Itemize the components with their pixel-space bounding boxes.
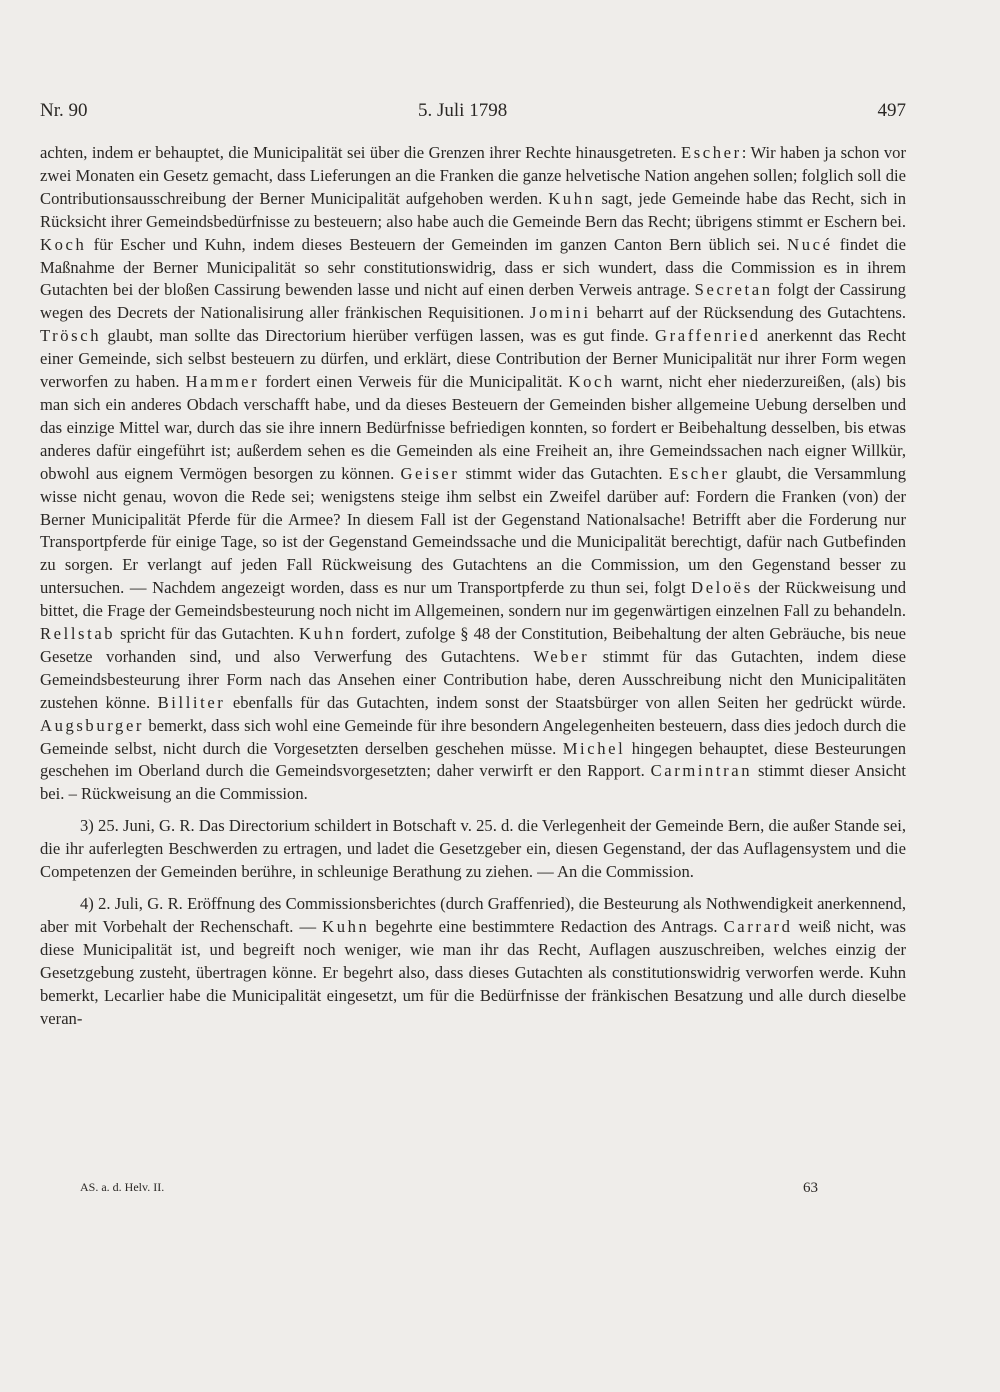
text-run: weiß nicht, was diese Municipalität ist, und begreift noch weniger, wie man ihr das Recht, Auflagen auszuschreiben, welches einzig der Gesetzgebung zusteht, übertragen könne. Er begehrt also, dass dieses Gutachten als constitutionswidrig verworfen werde. Kuhn bemerkt, Lecarlier habe die Municipalität eingesetzt, um für die Bedürfnisse der fränkischen Besatzung und alle durch dieselbe veran- bbox=[40, 916, 906, 1028]
text-run: stimmt dieser Ansicht bei. – Rückweisung an die Commission. bbox=[40, 761, 907, 804]
speaker-name: Carrard bbox=[723, 916, 793, 936]
speaker-name: Nucé bbox=[787, 234, 833, 254]
footer-signature: AS. a. d. Helv. II. bbox=[80, 1180, 165, 1194]
text-run: findet die Maßnahme der Berner Municipalität so sehr constitutionswidrig, dass er sich wundert, dass die Commission es in ihrem Gutachten bei der bloßen Cassirung bewenden lasse und nicht auf einen derben Verweis antrage. bbox=[40, 234, 906, 300]
speaker-name: Carmintran bbox=[650, 761, 753, 781]
document-date: 5. Juli 1798 bbox=[418, 100, 508, 121]
text-run: warnt, nicht eher niederzureißen, (als) bis man sich ein anderes Obdach verschafft habe, und da dieses Besteuern der Gemeinden bisher allgemeine Uebung derselben und das einzige Mittel war, durch das sie ihre innern Bedürfnisse befriedigen konnten, so fordert er Beibehaltung desselben, bis etwas anderes dafür eingeführt ist; außerdem sehen es die Gemeinden als eine Freiheit an, ihre Gemeindssachen nach eigner Willkür, obwohl aus eignem Vermögen besorgen zu können. bbox=[40, 372, 906, 483]
speaker-name: Michel bbox=[562, 738, 626, 758]
speaker-name: Geiser bbox=[400, 463, 460, 483]
speaker-name: Escher bbox=[681, 143, 742, 162]
speaker-name: Augsburger bbox=[40, 715, 145, 735]
text-run: glaubt, man sollte das Directorium hierüber verfügen lassen, was es gut finde. bbox=[101, 326, 656, 346]
text-run: stimmt wider das Gutachten. bbox=[459, 463, 669, 483]
text-run: spricht für das Gutachten. bbox=[115, 624, 300, 644]
text-run: ebenfalls für das Gutachten, indem sonst der Staatsbürger von allen Seiten her gedrückt würde. bbox=[225, 692, 906, 712]
speaker-name: Kuhn bbox=[548, 188, 596, 208]
text-run: bemerkt, dass sich wohl eine Gemeinde für ihre besondern Angelegenheiten besteuern, dass dies jedoch durch die Gemeinde selbst, nicht durch die Vorgesetzten derselben geschehen müsse. bbox=[40, 715, 906, 758]
speaker-name: Koch bbox=[40, 234, 87, 254]
speaker-name: Kuhn bbox=[322, 916, 370, 936]
text-run: hingegen behauptet, diese Besteurungen geschehen im Oberland durch die Gemeindsvorgesetzten; daher verwirft er den Rapport. bbox=[40, 738, 906, 781]
speaker-name: Secretan bbox=[694, 280, 773, 300]
text-run: folgt der Cassirung wegen des Decrets der Nationalisirung aller fränkischen Requisitionen. bbox=[40, 280, 906, 323]
speaker-name: Escher bbox=[668, 463, 730, 483]
page-header bbox=[40, 100, 906, 130]
text-run: achten, indem er behauptet, die Municipalität sei über die Grenzen ihrer Rechte hinausgetreten. bbox=[40, 143, 681, 162]
speaker-name: Weber bbox=[533, 646, 590, 666]
paragraph bbox=[40, 142, 906, 806]
paragraph bbox=[40, 893, 906, 1030]
text-run: anerkennt das Recht einer Gemeinde, sich selbst besteuern zu dürfen, und erklärt, diese Contribution der Berner Municipalität nur ihrer Form wegen verworfen zu haben. bbox=[40, 326, 906, 392]
speaker-name: Trösch bbox=[40, 326, 102, 346]
document-number: Nr. 90 bbox=[40, 100, 88, 121]
speaker-name: Kuhn bbox=[299, 624, 347, 644]
text-run: fordert, zufolge § 48 der Constitution, Beibehaltung der alten Gebräuche, bis neue Gesetze vorhanden sind, und also Verwerfung des Gutachtens. bbox=[40, 624, 906, 666]
text-run: 4) 2. Juli, G. R. Eröffnung des Commissionsberichtes (durch Graffenried), die Besteurung als Nothwendigkeit anerkennend, aber mit Vorbehalt der Rechenschaft. — bbox=[40, 894, 906, 936]
text-run: fordert einen Verweis für die Municipalität. bbox=[259, 372, 569, 392]
page-number: 497 bbox=[877, 100, 906, 121]
speaker-name: Hammer bbox=[185, 372, 260, 392]
speaker-name: Rellstab bbox=[40, 624, 116, 644]
speaker-name: Jomini bbox=[529, 303, 591, 323]
text-run: : Wir haben ja schon vor zwei Monaten ein Gesetz gemacht, dass Lieferungen an die Franken die ganze helvetische Nation angehen sollen; folglich soll die Contributionsausschreibung der Berner Municipalität aufgehoben werden. bbox=[40, 143, 906, 208]
text-run: beharrt auf der Rücksendung des Gutachtens. bbox=[590, 303, 906, 323]
text-run: sagt, jede Gemeinde habe das Recht, sich in Rücksicht ihrer Gemeindsbedürfnisse zu besteuern; also habe auch die Gemeinde Bern das Recht; übrigens stimmt er Eschern bei. bbox=[40, 188, 906, 231]
text-run: glaubt, die Versammlung wisse nicht genau, wovon die Rede sei; wenigstens steige ihm selbst ein Zweifel darüber auf: Fordern die Franken (von) der Berner Municipalität Pferde für die Armee? In diesem Fall ist der Gegenstand Nationalsache! Betrifft aber die Forderung nur Transportpferde für einige Tage, so ist der Gegenstand Gemeindssache und die Municipalität berechtigt, dafür nach Gutbefinden zu sorgen. Er verlangt auf jeden Fall Rückweisung des Gutachtens an die Commission, um den Gegenstand besser zu untersuchen. — Nachdem angezeigt worden, dass es nur um Transportpferde zu thun sei, folgt bbox=[40, 463, 906, 598]
page-footer bbox=[40, 1180, 906, 1200]
text-run: für Escher und Kuhn, indem dieses Besteuern der Gemeinden im ganzen Canton Bern üblich sei. bbox=[86, 234, 788, 254]
body-text bbox=[40, 142, 906, 1030]
speaker-name: Graffenried bbox=[655, 326, 761, 346]
speaker-name: Billiter bbox=[157, 692, 226, 712]
text-run: 3) 25. Juni, G. R. Das Directorium schildert in Botschaft v. 25. d. die Verlegenheit der Gemeinde Bern, die außer Stande sei, die ihr auferlegten Beschwerden zu ertragen, und ladet die Gesetzgeber ein, diesen Gegenstand, der das Auflagensystem und die Competenzen der Gemeinden berühre, in schleunige Berathung zu ziehen. — An die Commission. bbox=[40, 816, 906, 882]
sheet-number: 63 bbox=[803, 1180, 818, 1196]
text-run: stimmt für das Gutachten, indem diese Gemeindsbesteurung ihrer Form nach das Ansehen einer Contribution habe, deren Ausschreibung nicht den Municipalitäten zustehen könne. bbox=[40, 646, 907, 712]
paragraph bbox=[40, 815, 906, 884]
speaker-name: Deloës bbox=[691, 578, 753, 598]
text-run: der Rückweisung und bittet, die Frage der Gemeindsbesteurung noch nicht im Allgemeinen, sondern nur im gegenwärtigen einzelnen Fall zu behandeln. bbox=[40, 578, 907, 621]
speaker-name: Koch bbox=[568, 372, 615, 392]
text-run: begehrte eine bestimmtere Redaction des Antrags. bbox=[369, 916, 724, 936]
